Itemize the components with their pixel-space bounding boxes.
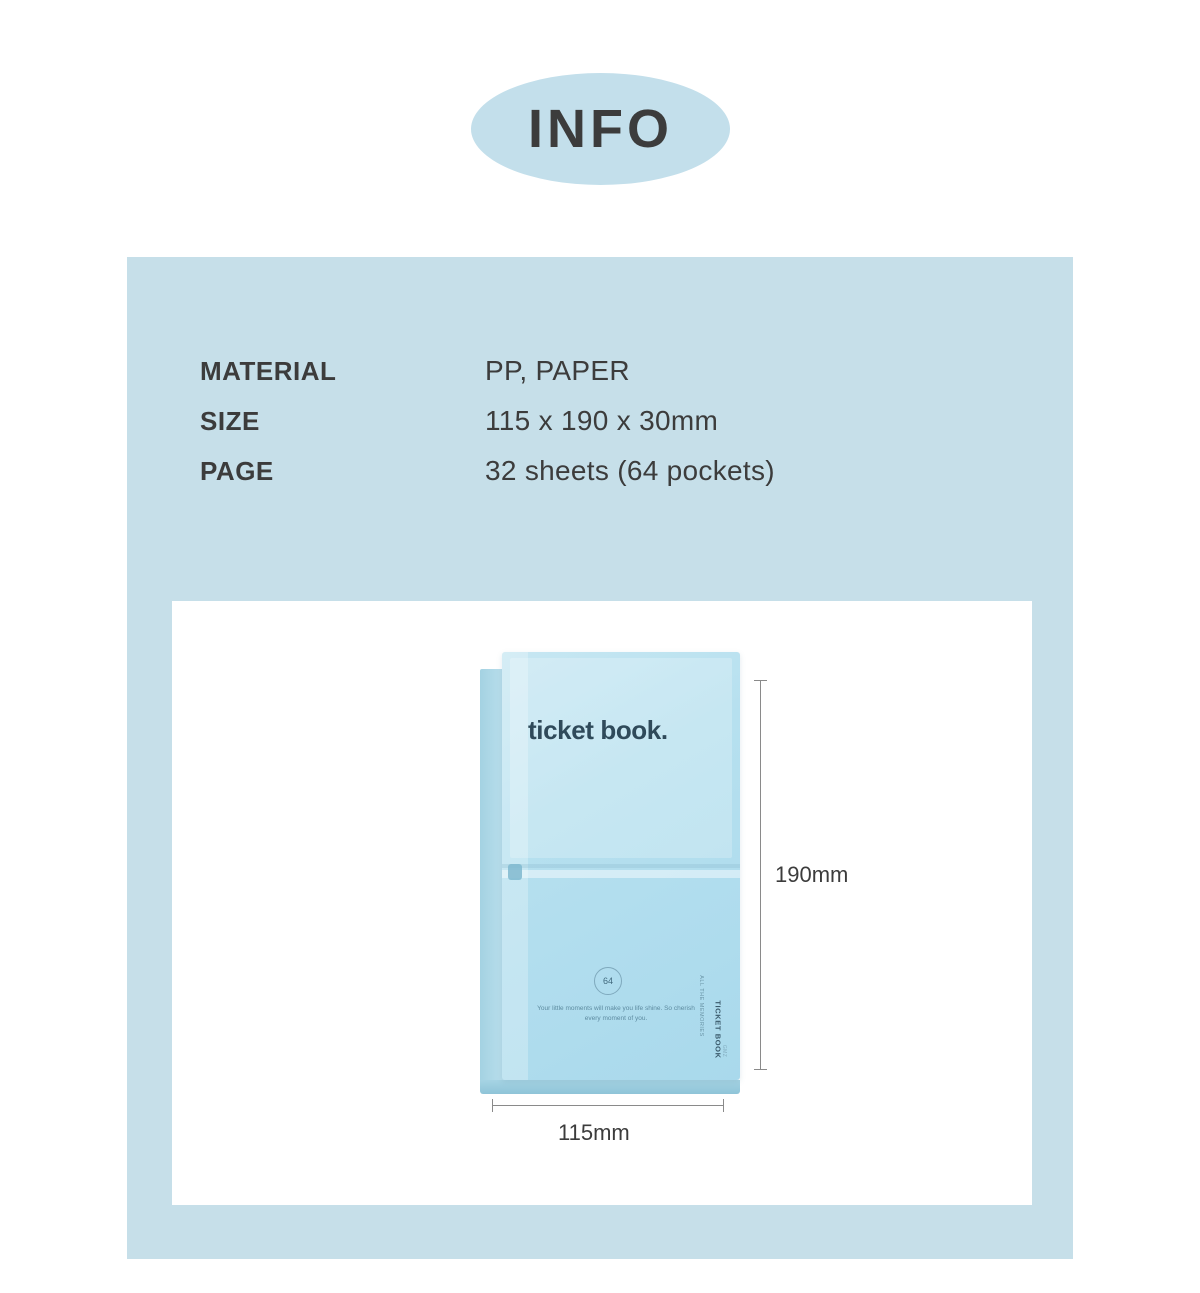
spec-value-material: PP, PAPER <box>485 355 630 386</box>
spec-row <box>200 455 940 487</box>
spec-value-page: 32 sheets (64 pockets) <box>485 455 775 486</box>
product-front-cover <box>502 652 740 1080</box>
spec-value-size: 115 x 190 x 30mm <box>485 405 719 436</box>
spine-sublabel-text: ALL THE MEMORIES <box>698 975 704 1037</box>
width-dimension-line <box>492 1105 724 1106</box>
spec-row <box>200 405 940 437</box>
width-dimension-label: 115mm <box>558 1120 630 1145</box>
page-count-badge: 64 <box>594 967 622 995</box>
spec-row <box>200 355 940 387</box>
height-dimension-line <box>760 680 761 1070</box>
product-bottom-edge <box>480 1080 740 1094</box>
spine-label-text: TICKET BOOK <box>713 1000 723 1059</box>
brand-mark <box>718 1038 730 1064</box>
spec-label-material: MATERIAL <box>200 356 337 386</box>
spec-label-page: PAGE <box>200 456 274 486</box>
info-badge <box>471 73 730 185</box>
product-photo <box>480 652 740 1092</box>
spec-table <box>200 355 940 505</box>
cover-elastic-band <box>502 870 740 878</box>
spec-label-size: SIZE <box>200 406 260 436</box>
cover-sheen-top <box>510 658 732 858</box>
spine-sublabel <box>694 899 708 1037</box>
height-dimension-label: 190mm <box>775 862 849 887</box>
cover-title: ticket book. <box>528 715 668 745</box>
cover-tagline: Your little moments will make you life shine. So cherish every moment of you. <box>537 1005 695 1023</box>
elastic-loop-icon <box>508 864 522 880</box>
cover-band-shadow <box>502 864 740 868</box>
info-badge-label: INFO <box>528 99 673 159</box>
brand-mark-text: GMZ <box>721 1044 727 1058</box>
